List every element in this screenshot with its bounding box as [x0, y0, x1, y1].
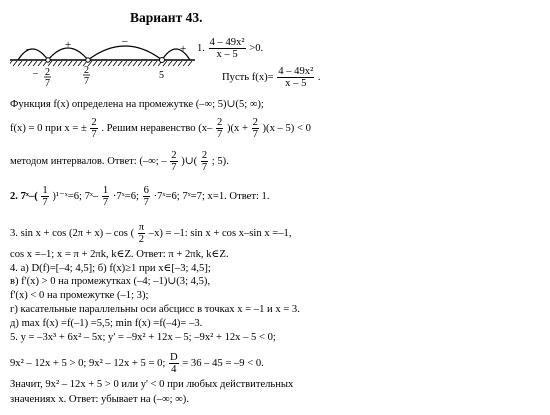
arcs — [18, 46, 190, 60]
fraction-d-quarter: $\frac{D}{4}$ — [169, 352, 178, 376]
fraction-two-sevenths: $\frac{2}{7}$ — [201, 150, 208, 174]
task1-denominator: x – 5 — [216, 49, 238, 61]
label-num-2: 2 — [84, 65, 89, 76]
fraction-pi-half: $\frac{\pi}{2}$ — [138, 222, 145, 246]
sign-4: + — [180, 43, 187, 55]
domain-line: Функция f(x) определена на промежутке (–∞; 5)∪(5; ∞); — [10, 99, 264, 110]
label-num-1: 2 — [45, 67, 50, 78]
task3-text-a: 3. sin x + cos (2π + x) – cos ( — [10, 228, 135, 240]
let-fraction — [277, 66, 314, 89]
zeros-line — [10, 117, 311, 140]
fraction-one-seventh: $\frac{1}{7}$ — [42, 185, 48, 209]
fraction-six-sevenths: $\frac{6}{7}$ — [143, 185, 149, 209]
task5-line-a: 5. y = –3x³ + 6x² – 5x; y' = –9x² + 12x – 5; –9x² + 12x – 5 < 0; — [10, 332, 276, 343]
let-denominator: x – 5 — [285, 78, 307, 90]
fraction-two-sevenths: $\frac{2}{7}$ — [91, 117, 97, 141]
zeros-text-c: )(x + — [226, 123, 248, 135]
sign-diagram — [10, 30, 200, 90]
sign-2: + — [65, 39, 72, 51]
task2-text-c: ·7ˣ=6; — [112, 191, 142, 203]
task4-line-c: f'(x) < 0 на промежутке (–1; 3); — [10, 290, 149, 301]
task1-let — [222, 66, 321, 89]
point-five — [160, 58, 165, 63]
task1-number: 1. — [197, 43, 205, 55]
fraction-two-sevenths: $\frac{2}{7}$ — [171, 150, 177, 174]
axis-hatching — [10, 61, 192, 66]
let-dot: . — [317, 72, 321, 84]
task2-text-a: 2. 7ˣ–( — [10, 191, 38, 203]
task2-line — [10, 185, 270, 208]
fraction-two-sevenths: $\frac{2}{7}$ — [252, 117, 258, 141]
task4-line-a: 4. а) D(f)=[–4; 4,5]; б) f(x)≥1 при x∈[–3; 4,5]; — [10, 263, 211, 274]
interval-answer-line — [10, 150, 229, 173]
task3-answer-line: cos x =–1; x = π + 2πk, k∈Z. Ответ: π + 2πk, k∈Z. — [10, 249, 229, 260]
task5-text-a: 9x² – 12x + 5 > 0; 9x² – 12x + 5 = 0; — [10, 358, 166, 370]
sign-1: – — [26, 43, 32, 55]
zeros-text-a: f(x) = 0 при x = ± — [10, 123, 87, 135]
label-five: 5 — [159, 70, 164, 81]
interval-text-b: )∪( — [181, 156, 198, 168]
label-den-2: 7 — [84, 76, 89, 87]
task5-text-b: = 36 – 45 = –9 < 0. — [182, 358, 264, 370]
sign-3: – — [122, 35, 128, 47]
fraction-one-seventh: $\frac{1}{7}$ — [102, 185, 109, 209]
point-neg-two-sevenths — [46, 58, 50, 62]
task1-fraction — [209, 37, 246, 60]
task5-line-c: Значит, 9x² – 12x + 5 > 0 или y' < 0 при любых действительных — [10, 379, 294, 390]
zeros-text-d: )(x – 5) < 0 — [262, 123, 311, 135]
page-title: Вариант 43. — [130, 10, 203, 25]
interval-text-a: методом интервалов. Ответ: (–∞; – — [10, 156, 167, 168]
label-minus: – — [33, 68, 38, 79]
interval-text-c: ; 5). — [211, 156, 229, 168]
task2-text-d: ·7ˣ=6; 7ˣ=7; x=1. Ответ: 1. — [153, 191, 270, 203]
task4-line-b: в) f'(x) > 0 на промежутках (–4; –1)∪(3; 4,5), — [10, 276, 211, 287]
label-den-1: 7 — [45, 78, 50, 89]
task1-inequality — [197, 37, 263, 60]
task5-line-d: значениях x. Ответ: убывает на (–∞; ∞). — [10, 394, 189, 405]
task4-line-d: г) касательные параллельны оси абсцисс в точках x = –1 и x = 3. — [10, 304, 300, 315]
task1-relation: >0. — [249, 43, 264, 55]
task3-text-b: –x) = –1: sin x + cos x–sin x =–1, — [148, 228, 292, 240]
fraction-two-sevenths: $\frac{2}{7}$ — [216, 117, 223, 141]
zeros-text-b: . Решим неравенство (x– — [101, 123, 213, 135]
task1-numerator: 4 – 49x² — [209, 37, 245, 48]
task5-line-b — [10, 352, 264, 375]
point-two-sevenths — [86, 58, 90, 62]
task4-line-e: д) max f(x) =f(–1) =5,5; min f(x) =f(–4)= –3. — [10, 318, 203, 329]
task3-line — [10, 222, 291, 245]
task2-text-b: )¹⁻ˣ=6; 7ˣ– — [52, 191, 99, 203]
let-prefix: Пусть f(x)= — [222, 72, 274, 84]
let-numerator: 4 – 49x² — [278, 66, 314, 77]
